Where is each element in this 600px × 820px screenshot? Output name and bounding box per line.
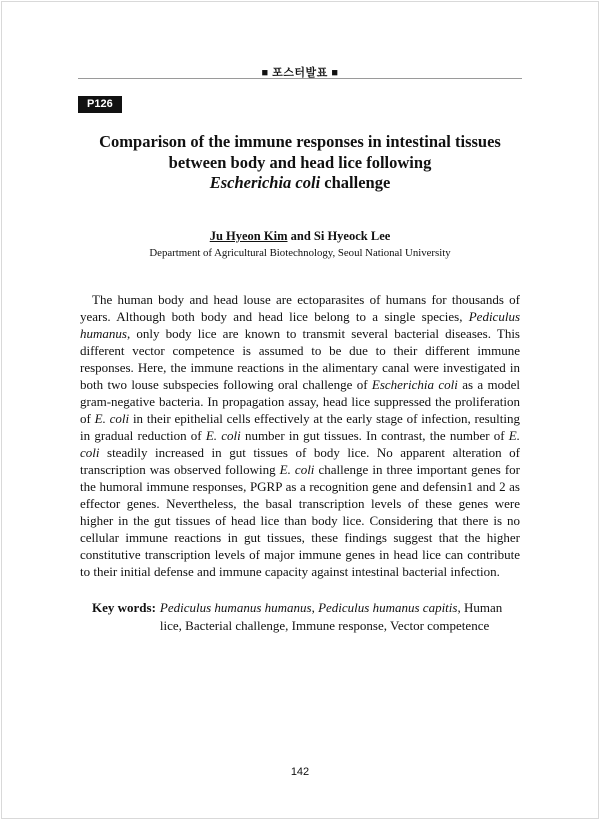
- page-number: 142: [290, 766, 310, 778]
- title-line-3: [78, 173, 522, 194]
- abstract-italic-term: Escherichia coli: [371, 377, 458, 392]
- abstract-text-run: in their epithelial cells effectively at the early stage of infection, resulting in gradual reduction of: [80, 411, 520, 443]
- abstract-italic-term: E. coli: [80, 428, 520, 460]
- keywords: [92, 599, 520, 635]
- section-header: ■ 포스터발표 ■: [261, 67, 339, 79]
- keyword-italic-term: Pediculus humanus humanus: [159, 600, 312, 615]
- author-conjunction: and: [287, 229, 314, 243]
- title-line-1: Comparison of the immune responses in intestinal tissues: [99, 132, 501, 151]
- abstract-id-badge: P126: [78, 96, 122, 113]
- abstract-italic-term: Pediculus humanus: [80, 309, 520, 341]
- abstract-text-run: number in gut tissues. In contrast, the number of: [240, 428, 509, 443]
- abstract-text-run: as a model gram-negative bacteria. In propagation assay, head lice suppressed the proliferation of: [80, 377, 520, 426]
- abstract-text-run: The human body and head louse are ectoparasites of humans for thousands of years. Although both body and head lice belong to a single species,: [80, 292, 520, 324]
- title-species-name: Escherichia coli: [209, 173, 321, 192]
- co-author: Si Hyeock Lee: [313, 229, 391, 243]
- author-list: [78, 229, 522, 244]
- abstract-italic-term: E. coli: [205, 428, 241, 443]
- keyword-text-run: , Human lice, Bacterial challenge, Immune response, Vector competence: [159, 600, 503, 633]
- abstract-body: [80, 291, 520, 580]
- abstract-text-run: steadily increased in gut tissues of body lice. No apparent alteration of transcription was observed following: [80, 445, 520, 477]
- keywords-list: [160, 599, 520, 635]
- title-line-3-rest: challenge: [320, 173, 391, 192]
- keyword-italic-term: Pediculus humanus capitis: [318, 600, 458, 615]
- affiliation: Department of Agricultural Biotechnology, Seoul National University: [149, 247, 451, 259]
- abstract-italic-term: E. coli: [279, 462, 315, 477]
- abstract-text-run: , only body lice are known to transmit several bacterial diseases. This different vector competence is assumed to be due to their different immune responses. Here, the immune reactions in the alimentary canal were investigated in both two louse subspecies following oral challenge of: [80, 326, 520, 392]
- title-line-2: between body and head lice following: [168, 152, 432, 172]
- abstract-italic-term: E. coli: [94, 411, 130, 426]
- header-rule: [78, 78, 522, 79]
- paper-title: [78, 132, 522, 194]
- presenting-author: Ju Hyeon Kim: [209, 229, 288, 243]
- keyword-text-run: ,: [311, 600, 319, 615]
- abstract-text-run: challenge in three important genes for the humoral immune responses, PGRP as a recognition gene and defensin1 and 2 as effector genes. Nevertheless, the basal transcription levels of these genes were higher in the gut tissues of head lice than body lice. Considering that there is no cellular immune reactions in gut tissues, these findings suggest that the higher constitutive transcription levels of major immune genes in head lice can contribute to their initial defense and immune capacity against intestinal bacterial infection.: [80, 462, 521, 579]
- keywords-label: Key words:: [92, 600, 156, 615]
